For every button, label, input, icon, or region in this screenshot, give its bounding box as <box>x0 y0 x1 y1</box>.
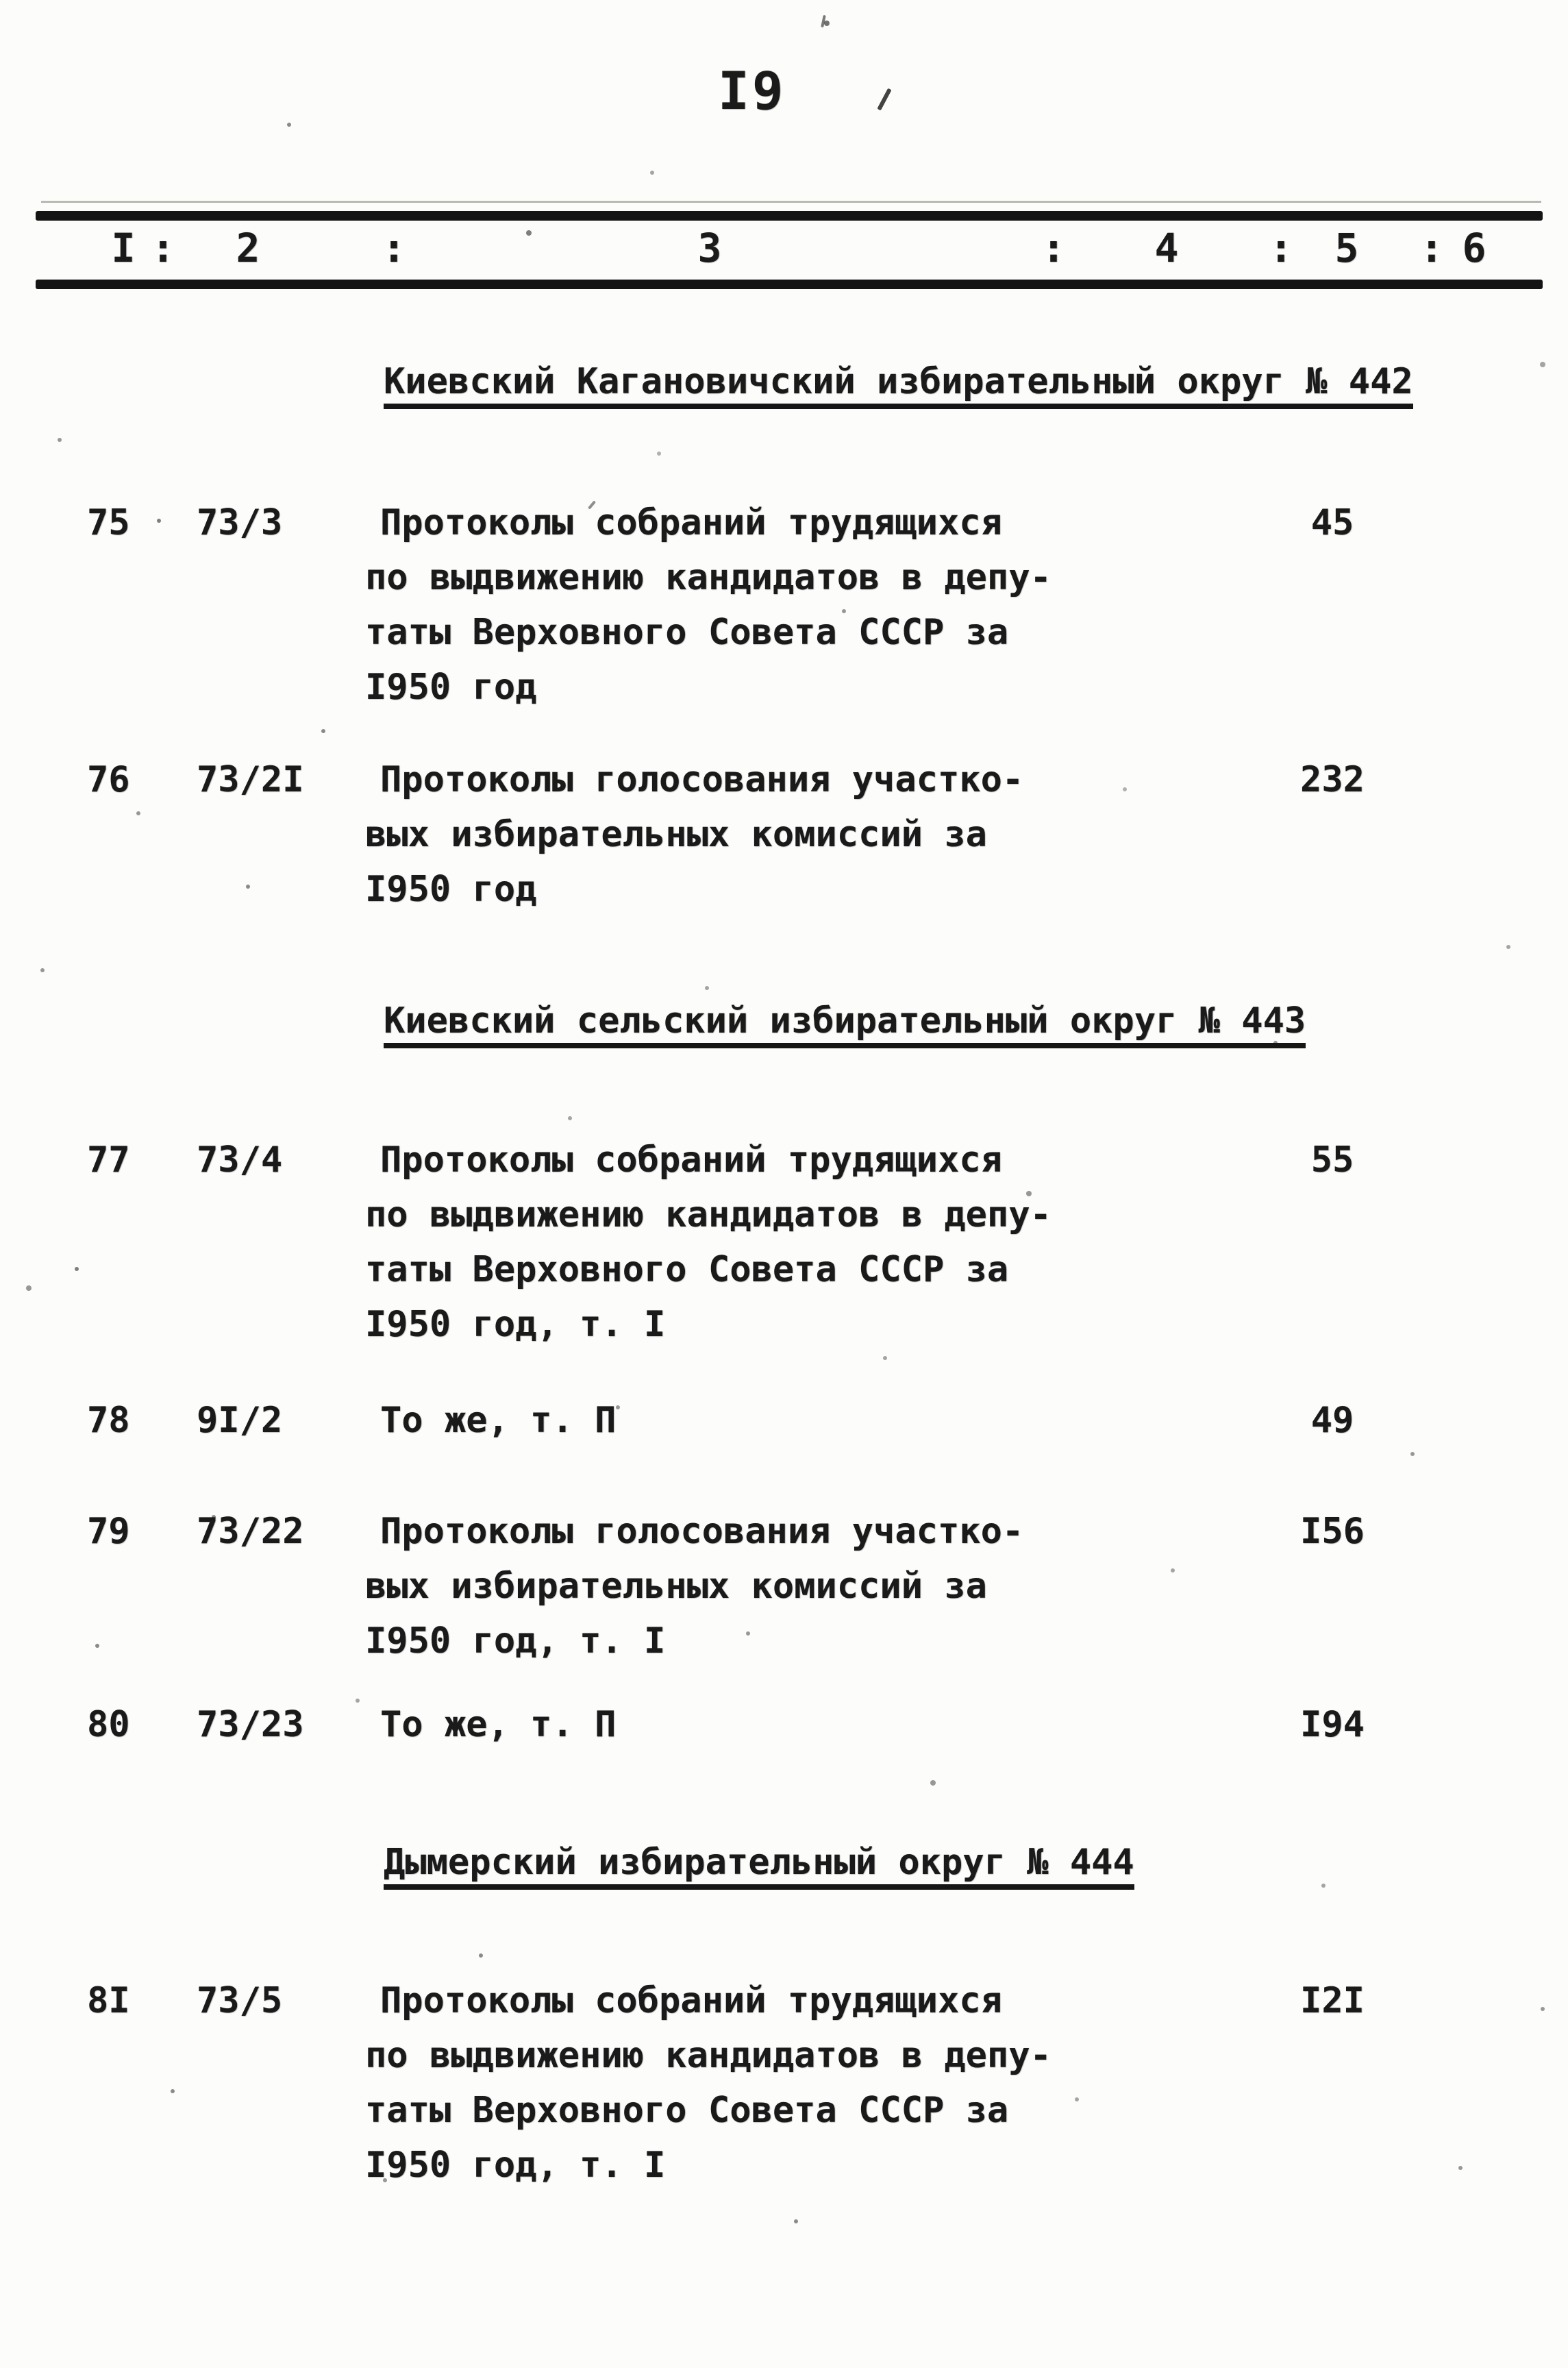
entry-sheet-count: I56 <box>1300 1511 1365 1552</box>
entry-title-line: I950 год <box>365 667 537 708</box>
entry-sheet-count: I2I <box>1300 1980 1365 2021</box>
entry-number: 78 <box>87 1400 130 1441</box>
entry-ref: 73/5 <box>197 1980 283 2021</box>
entry-title-line: по выдвижению кандидатов в депу- <box>365 557 1051 598</box>
entry-title-line: I950 год, т. I <box>365 1620 666 1662</box>
entry-number: 77 <box>87 1139 130 1181</box>
column-separator: : <box>1269 225 1293 271</box>
entry-title-line: таты Верховного Совета СССР за <box>365 1249 1009 1290</box>
entry-title <box>365 1133 1153 1352</box>
entry-title-line: То же, т. П <box>380 1704 617 1745</box>
column-header-3: 3 <box>697 225 722 271</box>
entry-title <box>365 752 1153 917</box>
section-heading: Киевский сельский избирательный округ № 443 <box>384 999 1306 1048</box>
entry-title-line: по выдвижению кандидатов в депу- <box>365 2035 1051 2076</box>
column-header-5: 5 <box>1334 225 1359 271</box>
scan-noise <box>0 0 3 3</box>
entry-title-line: Протоколы голосования участко- <box>380 759 1024 800</box>
entry-number: 76 <box>87 759 130 800</box>
entry-number: 8I <box>87 1980 130 2021</box>
entry-title-line: То же, т. П <box>380 1400 617 1441</box>
column-header-4: 4 <box>1154 225 1179 271</box>
entry-title <box>365 1393 1153 1448</box>
section-heading: Дымерский избирательный округ № 444 <box>384 1840 1134 1890</box>
entry-title-line: Протоколы собраний трудящихся <box>380 1139 1002 1181</box>
entry-title-line: Протоколы голосования участко- <box>380 1511 1024 1552</box>
entry-number: 79 <box>87 1511 130 1552</box>
table-header-top-rule <box>36 211 1543 221</box>
entry-sheet-count: 49 <box>1310 1400 1354 1441</box>
entry-title <box>365 1697 1153 1752</box>
entry-sheet-count: 45 <box>1310 502 1354 543</box>
section-heading: Киевский Кагановичский избирательный округ № 442 <box>384 360 1413 409</box>
entry-title-line: I950 год <box>365 869 537 910</box>
entry-title-line: вых избирательных комиссий за <box>365 1566 987 1607</box>
entry-ref: 73/2I <box>197 759 304 800</box>
entry-number: 80 <box>87 1704 130 1745</box>
entry-sheet-count: 232 <box>1300 759 1365 800</box>
table-header-bottom-rule <box>36 280 1543 289</box>
entry-title <box>365 495 1153 715</box>
entry-ref: 9I/2 <box>197 1400 283 1441</box>
entry-title-line: Протоколы собраний трудящихся <box>380 502 1002 543</box>
entry-title-line: I950 год, т. I <box>365 2145 666 2186</box>
column-header-1: I <box>111 225 136 271</box>
entry-sheet-count: I94 <box>1300 1704 1365 1745</box>
column-separator: : <box>1041 225 1066 271</box>
page-number: I9 <box>718 60 786 121</box>
column-separator: : <box>382 225 406 271</box>
entry-ref: 73/4 <box>197 1139 283 1181</box>
column-separator: : <box>151 225 175 271</box>
entry-title-line: таты Верховного Совета СССР за <box>365 612 1009 653</box>
entry-title <box>365 1973 1153 2193</box>
entry-title <box>365 1504 1153 1668</box>
table-header-rule-shadow <box>41 201 1541 203</box>
entry-title-line: таты Верховного Совета СССР за <box>365 2090 1009 2131</box>
entry-sheet-count: 55 <box>1310 1139 1354 1181</box>
column-header-2: 2 <box>236 225 260 271</box>
entry-title-line: по выдвижению кандидатов в депу- <box>365 1194 1051 1235</box>
entry-ref: 73/22 <box>197 1511 304 1552</box>
column-separator: : <box>1419 225 1444 271</box>
entry-ref: 73/3 <box>197 502 283 543</box>
entry-title-line: Протоколы собраний трудящихся <box>380 1980 1002 2021</box>
scan-stray-mark <box>877 88 891 111</box>
entry-title-line: I950 год, т. I <box>365 1304 666 1345</box>
scan-stray-mark <box>821 15 826 27</box>
entry-title-line: вых избирательных комиссий за <box>365 814 987 855</box>
entry-ref: 73/23 <box>197 1704 304 1745</box>
column-header-6: 6 <box>1462 225 1486 271</box>
entry-number: 75 <box>87 502 130 543</box>
